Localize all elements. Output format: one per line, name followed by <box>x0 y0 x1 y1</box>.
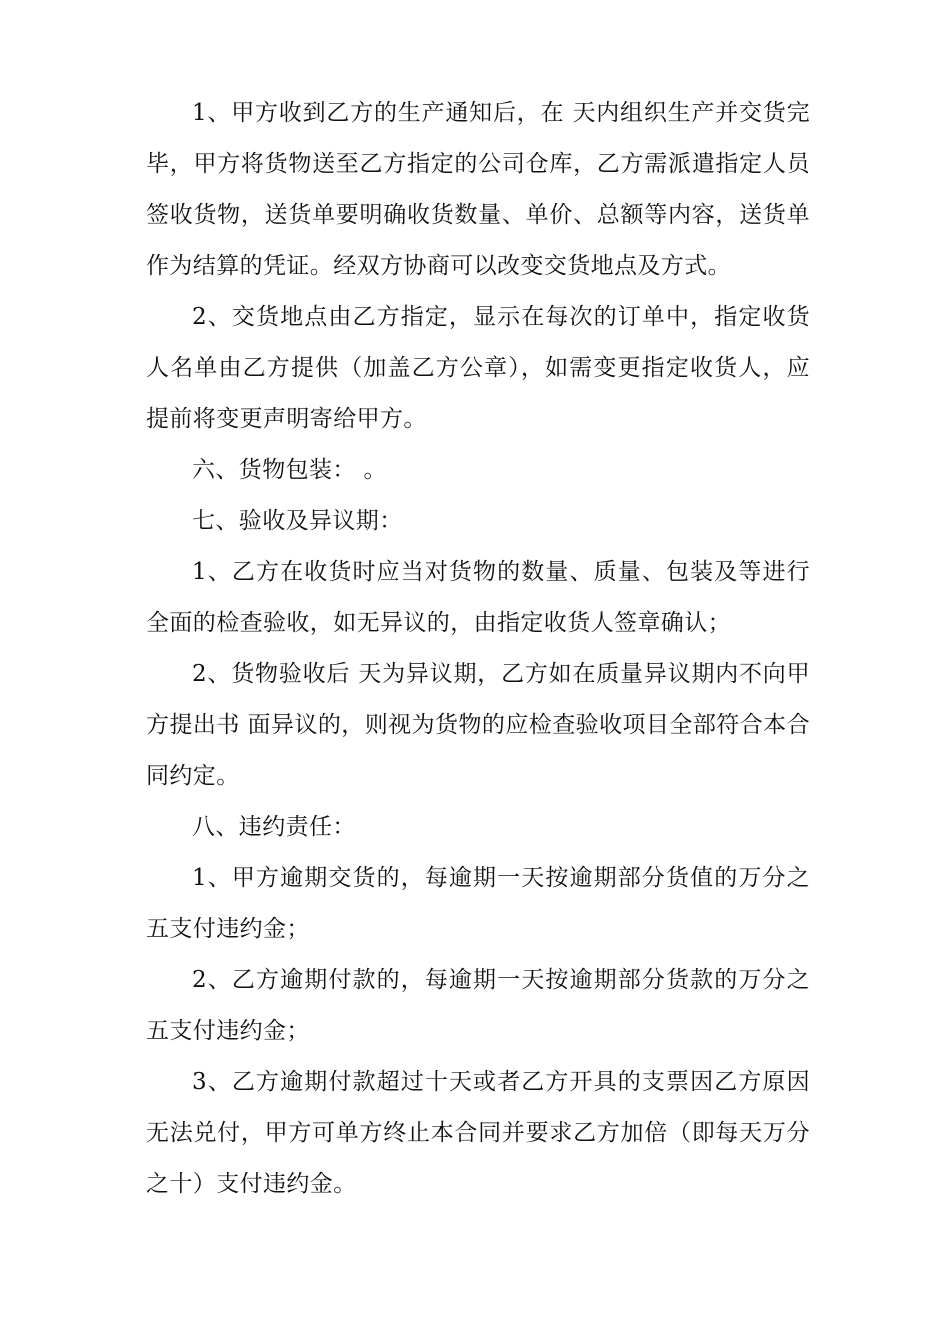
heading-inspection: 七、验收及异议期： <box>192 508 403 534</box>
paragraph-payment-overdue-termination: 3、乙方逾期付款超过十天或者乙方开具的支票因乙方原因无法兑付，甲方可单方终止本合同并要求乙方加倍（即每天万分之十）支付违约金。 <box>146 1069 810 1197</box>
paragraph-delivery-location: 2、交货地点由乙方指定，显示在每次的订单中，指定收货人名单由乙方提供（加盖乙方公章），如需变更指定收货人，应提前将变更声明寄给甲方。 <box>146 304 810 432</box>
document-body <box>146 88 810 1210</box>
heading-liability: 八、违约责任： <box>192 814 356 840</box>
paragraph-late-delivery: 1、甲方逾期交货的，每逾期一天按逾期部分货值的万分之五支付违约金； <box>146 865 810 942</box>
paragraph-late-payment: 2、乙方逾期付款的，每逾期一天按逾期部分货款的万分之五支付违约金； <box>146 967 810 1044</box>
paragraph-delivery-production: 1、甲方收到乙方的生产通知后，在 天内组织生产并交货完毕，甲方将货物送至乙方指定的公司仓库，乙方需派遣指定人员签收货物，送货单要明确收货数量、单价、总额等内容，送货单作为结算的凭证。经双方协商可以改变交货地点及方式。 <box>146 100 810 279</box>
heading-packaging: 六、货物包装： 。 <box>192 457 387 483</box>
paragraph-objection-period: 2、货物验收后 天为异议期，乙方如在质量异议期内不向甲方提出书 面异议的，则视为货物的应检查验收项目全部符合本合同约定。 <box>146 661 810 789</box>
paragraph-inspection-check: 1、乙方在收货时应当对货物的数量、质量、包装及等进行全面的检查验收，如无异议的，由指定收货人签章确认； <box>146 559 810 636</box>
